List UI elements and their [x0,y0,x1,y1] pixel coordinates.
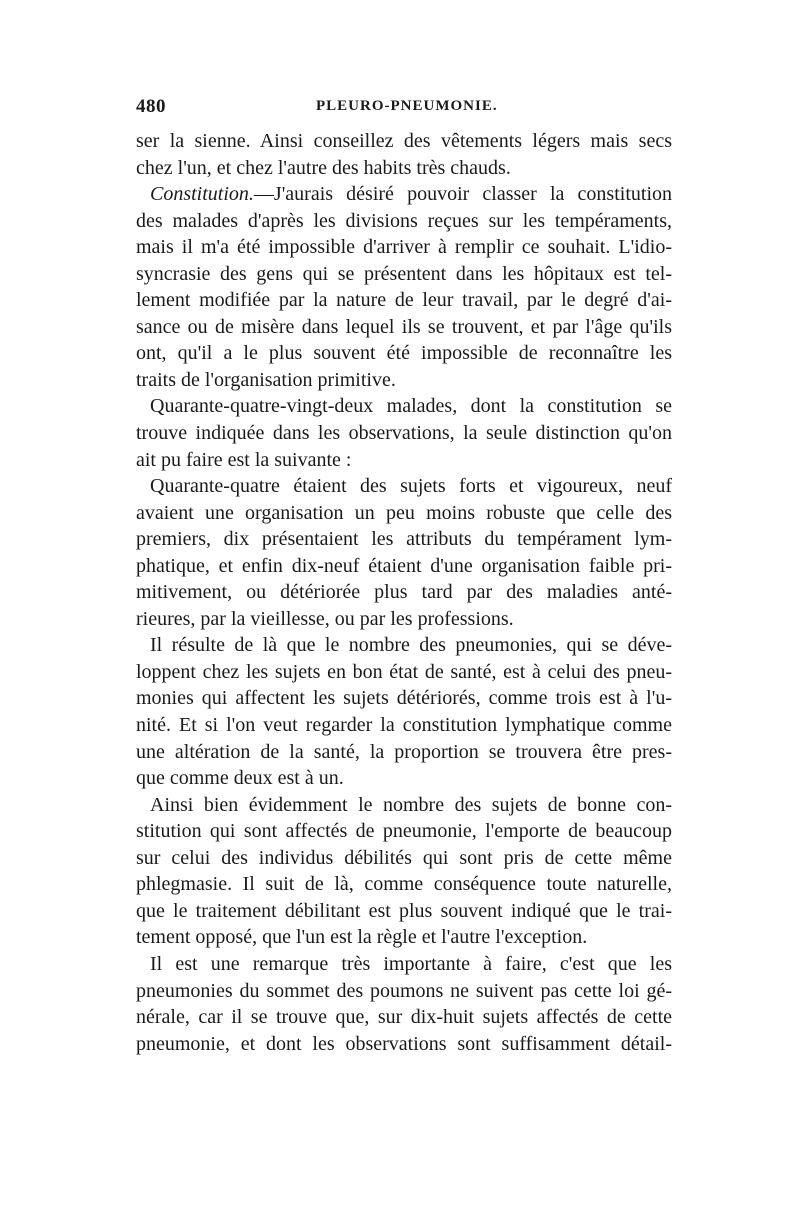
line-text: Quarante-quatre étaient des sujets forts et vigoureux, neuf [150,475,672,498]
line-text: syncrasie des gens qui se présentent dans les hôpitaux est tel- [136,262,672,285]
line-text: sur celui des individus débilités qui sont pris de cette même [136,846,672,869]
text-line [136,739,672,766]
line-text: lement modifiée par la nature de leur travail, par le degré d'ai- [136,289,672,312]
line-text: que comme deux est à un. [136,767,344,790]
text-line [136,500,672,527]
line-text: sance ou de misère dans lequel ils se trouvent, et par l'âge qu'ils [136,315,672,338]
text-line [136,765,672,792]
text-line [136,632,672,659]
text-line [136,659,672,686]
line-text: Ainsi bien évidemment le nombre des sujets de bonne con- [150,793,672,816]
running-title: PLEURO-PNEUMONIE. [316,98,498,114]
text-line [136,420,672,447]
line-text: loppent chez les sujets en bon état de santé, est à celui des pneu- [136,660,672,683]
text-line [136,818,672,845]
text-line [136,553,672,580]
line-text: monies qui affectent les sujets détériorés, comme trois est à l'u- [136,687,672,710]
text-line [136,473,672,500]
line-text: Il est une remarque très importante à faire, c'est que les [150,952,672,975]
text-line [136,340,672,367]
line-text: premiers, dix présentaient les attributs du tempérament lym- [136,528,672,551]
text-line [136,128,672,155]
text-line [136,924,672,951]
text-line [136,447,672,474]
text-line [136,181,672,208]
text-line [136,978,672,1005]
line-text: ont, qu'il a le plus souvent été impossible de reconnaître les [136,342,672,365]
text-line [136,845,672,872]
line-text: tement opposé, que l'un est la règle et l'autre l'exception. [136,926,588,949]
text-line [136,367,672,394]
text-line [136,951,672,978]
line-text: —J'aurais désiré pouvoir classer la constitution [253,183,672,206]
line-text: nérale, car il se trouve que, sur dix-huit sujets affectés de cette [136,1006,672,1029]
text-line [136,208,672,235]
line-text: nité. Et si l'on veut regarder la constitution lymphatique comme [136,714,672,737]
line-text: que le traitement débilitant est plus souvent indiqué que le trai- [136,899,672,922]
line-text: ser la sienne. Ainsi conseillez des vêtements légers mais secs [136,130,672,152]
line-text: mais il m'a été impossible d'arriver à remplir ce souhait. L'idio- [136,236,672,259]
line-text: trouve indiquée dans les observations, la seule distinction qu'on [136,422,672,445]
text-line [136,606,672,633]
text-line [136,314,672,341]
line-text: pneumonie, et dont les observations sont suffisamment détail- [136,1032,672,1055]
line-text: phlegmasie. Il suit de là, comme conséquence toute naturelle, [136,873,672,896]
running-head [136,96,676,120]
text-line [136,1004,672,1031]
line-text: avaient une organisation un peu moins robuste que celle des [136,501,672,524]
line-text: Quarante-quatre-vingt-deux malades, dont la constitution se [150,395,672,418]
text-line [136,712,672,739]
text-line [136,898,672,925]
line-text: phatique, et enfin dix-neuf étaient d'une organisation faible pri- [136,554,672,577]
text-line [136,287,672,314]
line-text: pneumonies du sommet des poumons ne suivent pas cette loi gé- [136,979,672,1002]
text-line [136,261,672,288]
section-lead: Constitution. [150,183,254,206]
page-number: 480 [136,96,166,117]
line-text: Il résulte de là que le nombre des pneumonies, qui se déve- [150,634,672,657]
text-line [136,526,672,553]
text-line [136,155,672,182]
line-text: stitution qui sont affectés de pneumonie, l'emporte de beaucoup [136,820,672,843]
text-line [136,685,672,712]
text-line [136,1031,672,1058]
text-line [136,393,672,420]
text-line [136,234,672,261]
line-text: ait pu faire est la suivante : [136,448,352,471]
line-text: rieures, par la vieillesse, ou par les professions. [136,607,514,630]
line-text: traits de l'organisation primitive. [136,368,396,391]
text-line [136,871,672,898]
line-text: mitivement, ou détériorée plus tard par des maladies anté- [136,581,672,604]
text-line [136,579,672,606]
line-text: chez l'un, et chez l'autre des habits très chauds. [136,156,511,179]
line-text: des malades d'après les divisions reçues sur les tempéraments, [136,209,672,232]
line-text: une altération de la santé, la proportion se trouvera être pres- [136,740,672,763]
text-line [136,792,672,819]
body-text [136,128,672,1057]
